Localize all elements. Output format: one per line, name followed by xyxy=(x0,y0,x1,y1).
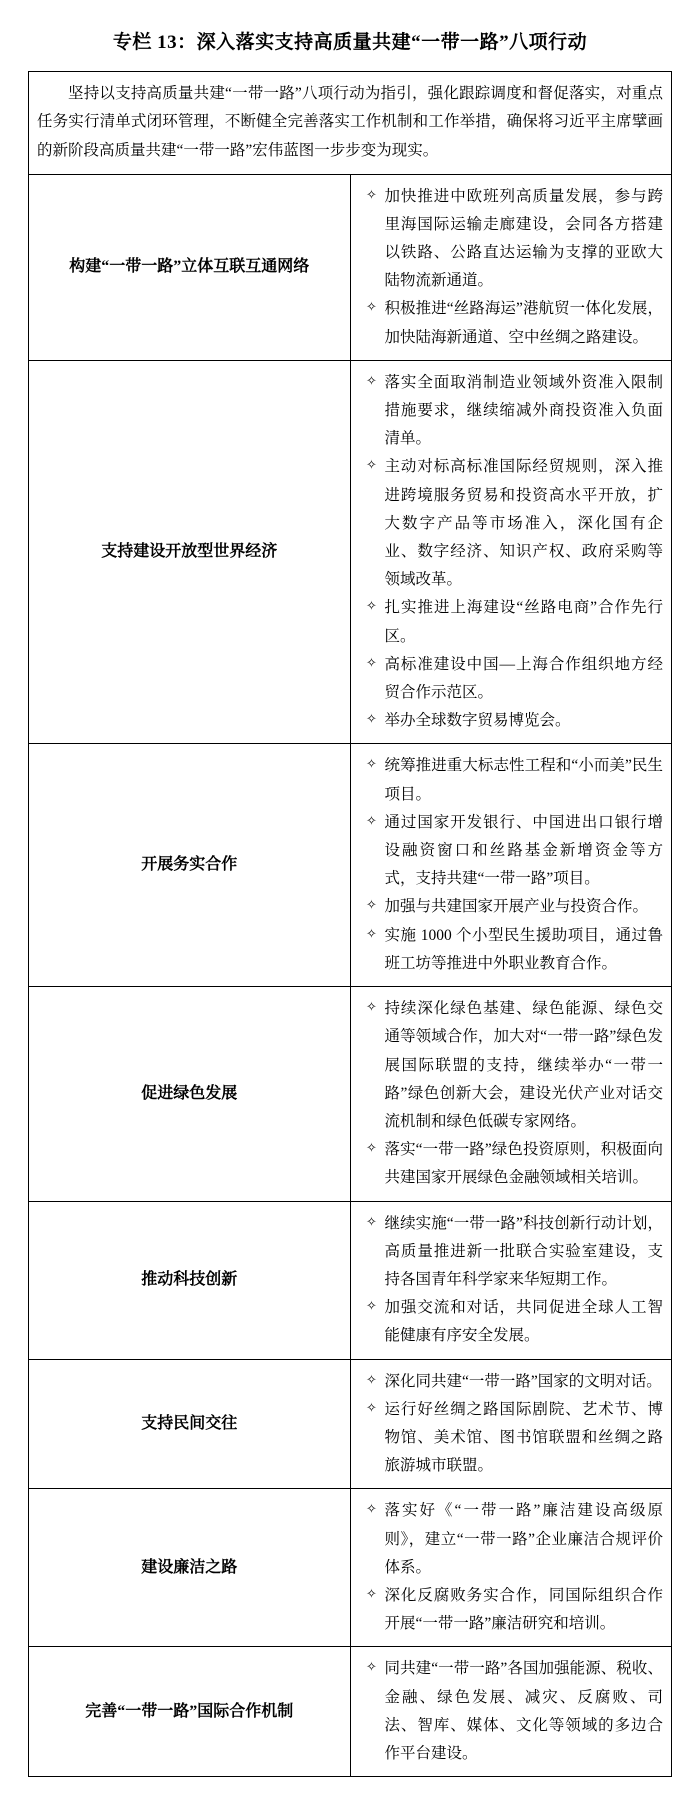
table-row xyxy=(29,744,672,987)
bullet-icon: ✧ xyxy=(366,186,377,202)
table-row xyxy=(29,1489,672,1647)
list-item xyxy=(359,1497,664,1582)
list-item xyxy=(359,893,664,921)
intro-paragraph: 坚持以支持高质量共建“一带一路”八项行动为指引，强化跟踪调度和督促落实，对重点任务实行清单式闭环管理，不断健全完善落实工作机制和工作举措，确保将习近平主席擘画的新阶段高质量共建“一带一路”宏伟蓝图一步步变为现实。 xyxy=(37,84,663,159)
bullet-icon: ✧ xyxy=(366,1501,377,1517)
bullet-icon: ✧ xyxy=(366,897,377,913)
list-item-text: 深化反腐败务实合作，同国际组织合作开展“一带一路”廉洁研究和培训。 xyxy=(384,1586,663,1633)
list-item xyxy=(359,1396,664,1481)
list-item-text: 同共建“一带一路”各国加强能源、税收、金融、绿色发展、减灾、反腐败、司法、智库、媒体、文化等领域的多边合作平台建设。 xyxy=(384,1660,663,1762)
bullet-icon: ✧ xyxy=(366,1399,377,1415)
list-item xyxy=(359,809,664,894)
bullet-icon: ✧ xyxy=(366,1585,377,1601)
table-row-intro xyxy=(29,71,672,174)
items-cell xyxy=(350,1359,672,1489)
items-cell xyxy=(350,360,672,744)
list-item xyxy=(359,1210,664,1295)
list-item-text: 深化同共建“一带一路”国家的文明对话。 xyxy=(384,1372,662,1390)
items-cell xyxy=(350,174,672,360)
list-item xyxy=(359,995,664,1136)
list-item-text: 实施 1000 个小型民生援助项目，通过鲁班工坊等推进中外职业教育合作。 xyxy=(384,926,663,972)
bullet-icon: ✧ xyxy=(366,654,377,670)
bullet-icon: ✧ xyxy=(366,457,377,473)
bullet-icon: ✧ xyxy=(366,299,377,315)
table-row xyxy=(29,360,672,744)
list-item-text: 高标准建设中国—上海合作组织地方经贸合作示范区。 xyxy=(384,655,663,702)
list-item-text: 落实全面取消制造业领域外资准入限制措施要求，继续缩减外商投资准入负面清单。 xyxy=(384,373,663,448)
category-cell: 推动科技创新 xyxy=(29,1201,351,1359)
category-cell: 完善“一带一路”国际合作机制 xyxy=(29,1647,351,1777)
list-item-text: 落实好《“一带一路”廉洁建设高级原则》，建立“一带一路”企业廉洁合规评价体系。 xyxy=(384,1502,663,1576)
bullet-icon: ✧ xyxy=(366,1298,377,1314)
list-item-text: 加强与共建国家开展产业与投资合作。 xyxy=(384,898,649,916)
category-cell: 建设廉洁之路 xyxy=(29,1489,351,1647)
intro-cell xyxy=(29,71,672,174)
category-cell: 开展务实合作 xyxy=(29,744,351,987)
items-cell xyxy=(350,987,672,1201)
list-item-text: 持续深化绿色基建、绿色能源、绿色交通等领域合作，加大对“一带一路”绿色发展国际联盟的支持，继续举办“一带一路”绿色创新大会，建设光伏产业对话交流机制和绿色低碳专家网络。 xyxy=(384,1000,663,1130)
items-cell xyxy=(350,744,672,987)
items-cell xyxy=(350,1489,672,1647)
list-item xyxy=(359,752,664,808)
list-item xyxy=(359,651,664,707)
bullet-icon: ✧ xyxy=(366,711,377,727)
list-item xyxy=(359,1582,664,1638)
bullet-icon: ✧ xyxy=(366,1213,377,1229)
list-item xyxy=(359,922,664,978)
table-row xyxy=(29,1359,672,1489)
list-item-text: 落实“一带一路”绿色投资原则，积极面向共建国家开展绿色金融领域相关培训。 xyxy=(384,1141,663,1187)
list-item-text: 加快推进中欧班列高质量发展，参与跨里海国际运输走廊建设，会同各方搭建以铁路、公路直达运输为支撑的亚欧大陆物流新通道。 xyxy=(384,187,663,290)
list-item-text: 通过国家开发银行、中国进出口银行增设融资窗口和丝路基金新增资金等方式，支持共建“一带一路”项目。 xyxy=(384,813,663,888)
list-item xyxy=(359,369,664,454)
bullet-icon: ✧ xyxy=(366,999,377,1015)
list-item xyxy=(359,1655,664,1768)
items-cell xyxy=(350,1201,672,1359)
page-title: 专栏 13：深入落实支持高质量共建“一带一路”八项行动 xyxy=(112,32,588,53)
list-item xyxy=(359,453,664,594)
bullet-icon: ✧ xyxy=(366,372,377,388)
bullet-icon: ✧ xyxy=(366,812,377,828)
list-item-text: 举办全球数字贸易博览会。 xyxy=(384,712,571,730)
table-body xyxy=(29,71,672,1777)
list-item-text: 继续实施“一带一路”科技创新行动计划，高质量推进新一批联合实验室建设，支持各国青年科学家来华短期工作。 xyxy=(384,1214,663,1288)
list-item-text: 积极推进“丝路海运”港航贸一体化发展，加快陆海新通道、空中丝绸之路建设。 xyxy=(384,300,663,346)
list-item-text: 加强交流和对话，共同促进全球人工智能健康有序安全发展。 xyxy=(384,1299,663,1345)
table-row xyxy=(29,987,672,1201)
list-item xyxy=(359,594,664,650)
list-item-text: 统筹推进重大标志性工程和“小而美”民生项目。 xyxy=(384,757,663,803)
list-item xyxy=(359,1368,664,1396)
table-row xyxy=(29,1647,672,1777)
bullet-icon: ✧ xyxy=(366,598,377,614)
list-item xyxy=(359,295,664,351)
category-cell: 构建“一带一路”立体互联互通网络 xyxy=(29,174,351,360)
list-item xyxy=(359,1294,664,1350)
items-cell xyxy=(350,1647,672,1777)
category-cell: 支持民间交往 xyxy=(29,1359,351,1489)
category-cell: 促进绿色发展 xyxy=(29,987,351,1201)
content-table xyxy=(28,71,672,1778)
list-item xyxy=(359,707,664,735)
list-item-text: 运行好丝绸之路国际剧院、艺术节、博物馆、美术馆、图书馆联盟和丝绸之路旅游城市联盟。 xyxy=(384,1400,663,1475)
list-item-text: 扎实推进上海建设“丝路电商”合作先行区。 xyxy=(384,599,663,645)
bullet-icon: ✧ xyxy=(366,1140,377,1156)
bullet-icon: ✧ xyxy=(366,756,377,772)
bullet-icon: ✧ xyxy=(366,925,377,941)
table-row xyxy=(29,174,672,360)
list-item xyxy=(359,1136,664,1192)
bullet-icon: ✧ xyxy=(366,1371,377,1387)
table-row xyxy=(29,1201,672,1359)
category-cell: 支持建设开放型世界经济 xyxy=(29,360,351,744)
list-item xyxy=(359,183,664,296)
list-item-text: 主动对标高标准国际经贸规则，深入推进跨境服务贸易和投资高水平开放，扩大数字产品等市场准入，深化国有企业、数字经济、知识产权、政府采购等领域改革。 xyxy=(384,458,663,589)
bullet-icon: ✧ xyxy=(366,1659,377,1675)
